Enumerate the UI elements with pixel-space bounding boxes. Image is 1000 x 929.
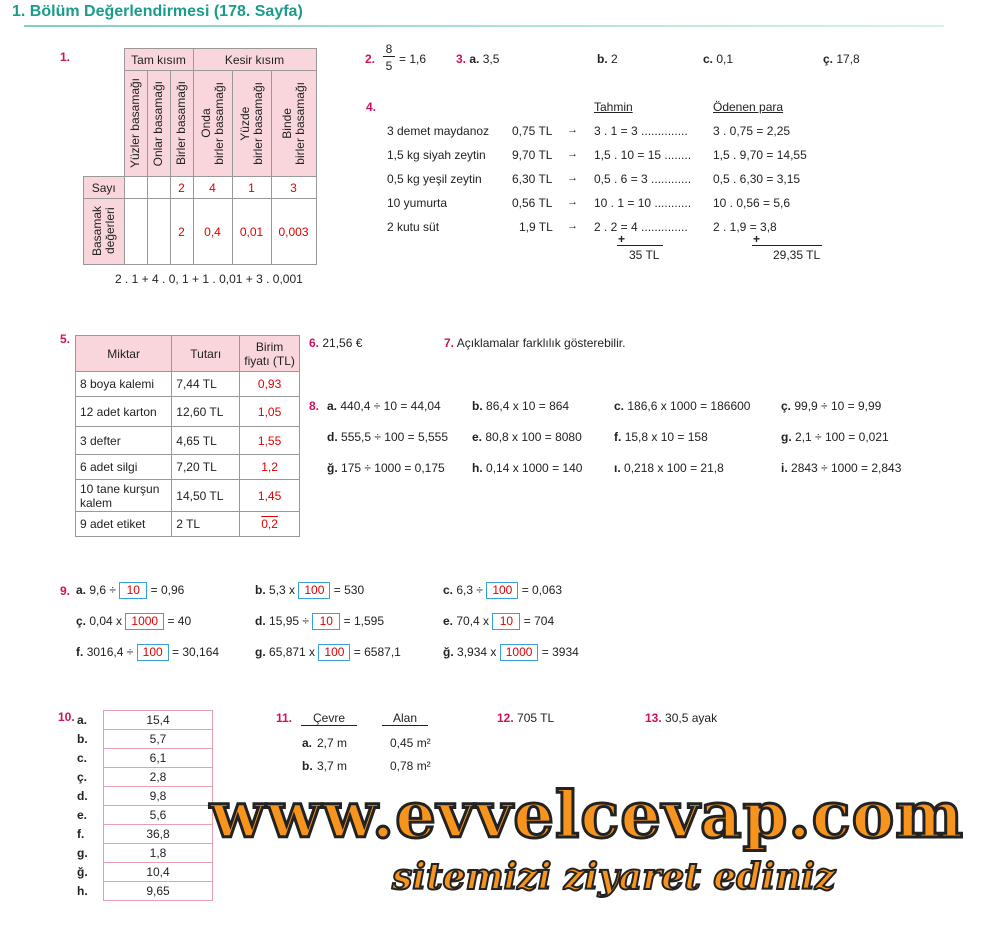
q4-price: 9,70 TL [512,148,553,162]
q9-result: = 0,96 [150,583,185,597]
q10-answer-list [77,710,213,901]
question-12-answer: 705 TL [517,711,555,725]
question-9-number: 9. [60,584,71,598]
q9-item [76,644,219,661]
q9-label: g. [255,645,266,659]
cell-miktar: 9 adet etiket [76,512,172,537]
q3-c [703,52,733,66]
cell-birim [240,512,300,537]
cell-tutar: 4,65 TL [172,427,240,455]
q8-label: ç. [781,399,792,413]
q8-answer: 555,5 ÷ 100 = 5,555 [341,430,449,444]
column-onlar: Onlar basamağı [151,80,165,167]
q8-item [327,399,441,413]
row-label-sayi: Sayı [84,177,125,199]
q9-label: a. [76,583,87,597]
q9-expression: 15,95 ÷ [269,614,309,628]
q4-plus-tahmin: + [618,232,626,246]
q9-result: = 30,164 [172,645,220,659]
q10-label: f. [77,827,85,841]
q8-item [781,461,901,475]
q8-answer: 2843 ÷ 1000 = 2,843 [791,461,902,475]
q4-odenen: 2 . 1,9 = 3,8 [713,220,777,234]
q4-header-tahmin: Tahmin [594,100,633,114]
question-7-answer: Açıklamalar farklılık gösterebilir. [456,336,626,350]
q10-value: 6,1 [104,749,213,768]
q8-answer: 2,1 ÷ 100 = 0,021 [795,430,889,444]
q9-label: ç. [76,614,87,628]
q4-tahmin: 1,5 . 10 = 15 ........ [594,148,692,162]
q8-answer: 0,14 x 1000 = 140 [486,461,583,475]
header-miktar: Miktar [76,336,172,372]
q4-item: 0,5 kg yeşil zeytin [387,172,482,186]
cell-sayi [124,177,147,199]
q10-value: 9,8 [104,787,213,806]
place-value-table [83,48,317,265]
q8-label: e. [472,430,483,444]
q3-answer-a: 3,5 [482,52,500,66]
q9-expression: 3,934 x [457,645,497,659]
q3-answer-c: 0,1 [716,52,734,66]
q3-label-cc: ç. [823,52,834,66]
fraction-result: = 1,6 [399,52,427,66]
q8-label: d. [327,430,338,444]
cell-sayi: 4 [193,177,232,199]
q4-header-odenen: Ödenen para [713,100,784,114]
q9-expression: 65,871 x [269,645,316,659]
cell-birim: 0,93 [240,372,300,397]
question-6-number: 6. [309,336,320,350]
q8-item [472,430,582,444]
q10-label: ğ. [77,865,88,879]
question-12-number: 12. [497,711,514,725]
cell-sayi: 2 [170,177,193,199]
row-label-basamak-degerleri: Basamak değerleri [89,206,117,257]
q3-answer-cc: 17,8 [836,52,860,66]
q8-label: i. [781,461,788,475]
q9-item [76,582,184,599]
q4-plus-odenen: + [753,232,761,246]
q3-cc [823,52,860,66]
q4-price: 6,30 TL [512,172,553,186]
cell-deger: 0,4 [193,199,232,265]
cell-sayi [147,177,170,199]
q4-item: 2 kutu süt [387,220,440,234]
q10-value: 10,4 [104,863,213,882]
q10-value: 2,8 [104,768,213,787]
q8-answer: 175 ÷ 1000 = 0,175 [341,461,445,475]
group-tam-kisim: Tam kısım [124,49,193,71]
q8-item [472,461,582,475]
q3-label-a: a. [469,52,480,66]
q9-answer-box: 100 [298,582,330,599]
q8-label: c. [614,399,625,413]
q9-item [255,613,384,630]
q8-item [781,430,889,444]
question-6 [309,336,362,350]
q10-label: a. [77,713,88,727]
q8-item [327,430,448,444]
q4-tahmin: 10 . 1 = 10 ........... [594,196,692,210]
group-kesir-kisim: Kesir kısım [193,49,316,71]
q9-result: = 530 [333,583,365,597]
q9-result: = 0,063 [521,583,563,597]
q8-label: ğ. [327,461,338,475]
q8-answer: 15,8 x 10 = 158 [624,430,708,444]
q9-label: ğ. [443,645,454,659]
q9-item [255,582,364,599]
q9-result: = 1,595 [343,614,385,628]
column-binde-birler: Binde birler basamağı [279,82,307,165]
q8-item [327,461,445,475]
cell-birim: 1,55 [240,427,300,455]
cell-sayi: 1 [232,177,271,199]
page-header [12,0,1000,30]
q11-label-b: b. [302,759,313,773]
q11-header-alan: Alan [382,711,428,726]
q9-answer-box: 100 [137,644,169,661]
q9-answer-box: 10 [492,613,520,630]
question-12 [497,711,554,725]
column-birler: Birler basamağı [174,81,188,166]
q9-answer-box: 10 [312,613,340,630]
q10-value: 5,7 [104,730,213,749]
cell-tutar: 7,20 TL [172,455,240,480]
q10-label: ç. [77,770,88,784]
q4-odenen: 1,5 . 9,70 = 14,55 [713,148,807,162]
q9-result: = 40 [167,614,192,628]
q9-expression: 3016,4 ÷ [86,645,134,659]
q9-expression: 9,6 ÷ [89,583,116,597]
column-yuzde-birler: Yüzde birler basamağı [237,82,265,165]
header-birim-fiyati: Birim fiyatı (TL) [240,336,300,372]
q9-item [255,644,401,661]
fraction-denominator: 5 [385,59,393,73]
q4-item: 3 demet maydanoz [387,124,490,138]
q11-alan-b: 0,78 m² [390,759,431,773]
cell-miktar: 12 adet karton [76,397,172,427]
q8-answer: 86,4 x 10 = 864 [486,399,570,413]
q9-result: = 6587,1 [353,645,401,659]
q10-label: e. [77,808,88,822]
q11-header-cevre: Çevre [301,711,357,726]
q10-label: d. [77,789,88,803]
question-3-number: 3. [456,52,467,66]
q8-item [614,461,724,475]
question-6-answer: 21,56 € [322,336,363,350]
q4-tahmin: 2 . 2 = 4 .............. [594,220,688,234]
column-onda-birler: Onda birler basamağı [198,82,226,165]
cell-tutar: 7,44 TL [172,372,240,397]
cell-miktar: 3 defter [76,427,172,455]
q9-expression: 70,4 x [456,614,490,628]
q9-label: f. [76,645,84,659]
q4-sum-line [752,245,822,246]
q3-answer-b: 2 [611,52,618,66]
q8-item [781,399,881,413]
q8-label: ı. [614,461,621,475]
question-7 [444,336,625,350]
question-13-number: 13. [645,711,662,725]
q10-value: 1,8 [104,844,213,863]
q9-answer-box: 100 [486,582,518,599]
cell-deger [147,199,170,265]
q8-label: h. [472,461,483,475]
q4-odenen: 3 . 0,75 = 2,25 [713,124,791,138]
question-1-number: 1. [60,50,71,64]
q10-label: b. [77,732,88,746]
header-divider [24,25,944,27]
q11-cevre-b: 3,7 m [317,759,348,773]
q8-answer: 440,4 ÷ 10 = 44,04 [340,399,441,413]
q8-answer: 80,8 x 100 = 8080 [485,430,582,444]
unit-price-table [75,335,300,537]
q9-item [443,644,579,661]
question-8-number: 8. [309,399,320,413]
q4-sum-line [617,245,663,246]
q4-odenen: 10 . 0,56 = 5,6 [713,196,791,210]
cell-tutar: 12,60 TL [172,397,240,427]
page-title: 1. Bölüm Değerlendirmesi (178. Sayfa) [12,3,303,20]
q4-tahmin: 3 . 1 = 3 .............. [594,124,688,138]
question-13 [645,711,717,725]
q9-item [76,613,191,630]
q8-answer: 186,6 x 1000 = 186600 [627,399,751,413]
cell-miktar: 10 tane kurşun kalem [76,480,172,512]
header-tutari: Tutarı [172,336,240,372]
q8-answer: 99,9 ÷ 10 = 9,99 [794,399,882,413]
q9-expression: 0,04 x [89,614,123,628]
cell-sayi: 3 [271,177,316,199]
q9-answer-box: 100 [318,644,350,661]
q11-cevre-a: 2,7 m [317,736,348,750]
q9-label: d. [255,614,266,628]
watermark-tagline: sitemizi ziyaret ediniz [392,856,836,898]
arrow-icon: → [567,220,578,232]
column-yuzler: Yüzler basamağı [128,78,142,169]
q4-total-odenen: 29,35 TL [773,248,821,262]
q8-item [614,430,708,444]
q9-answer-box: 10 [119,582,147,599]
cell-deger: 0,01 [232,199,271,265]
question-3 [456,52,499,66]
cell-deger: 0,003 [271,199,316,265]
q10-value: 5,6 [104,806,213,825]
cell-birim: 1,2 [240,455,300,480]
question-7-number: 7. [444,336,455,350]
q4-tahmin: 0,5 . 6 = 3 ............ [594,172,692,186]
q9-label: e. [443,614,454,628]
repeating-decimal: 0,2 [261,517,278,531]
question-2-number: 2. [365,52,376,66]
q4-item: 1,5 kg siyah zeytin [387,148,486,162]
cell-deger: 2 [170,199,193,265]
question-4-number: 4. [366,100,377,114]
q9-item [443,582,562,599]
q9-result: = 704 [523,614,555,628]
watermark-url: www.evvelcevap.com [210,778,964,853]
q11-alan-a: 0,45 m² [390,736,431,750]
q10-value: 36,8 [104,825,213,844]
question-10-number: 10. [58,710,75,724]
q9-expression: 6,3 ÷ [456,583,483,597]
q10-value: 9,65 [104,882,213,901]
q8-label: b. [472,399,483,413]
q11-label-a: a. [302,736,313,750]
q3-b [597,52,618,66]
q3-label-c: c. [703,52,714,66]
cell-miktar: 6 adet silgi [76,455,172,480]
q9-result: = 3934 [541,645,579,659]
q8-item [472,399,569,413]
q10-label: h. [77,884,88,898]
q9-label: b. [255,583,266,597]
q9-answer-box: 1000 [125,613,164,630]
cell-birim: 1,45 [240,480,300,512]
cell-tutar: 14,50 TL [172,480,240,512]
q4-item: 10 yumurta [387,196,448,210]
cell-miktar: 8 boya kalemi [76,372,172,397]
question-11-number: 11. [276,711,293,725]
q8-item [614,399,750,413]
q4-price: 0,56 TL [512,196,553,210]
fraction-numerator: 8 [383,42,395,57]
q9-expression: 5,3 x [269,583,296,597]
q4-total-tahmin: 35 TL [629,248,660,262]
place-value-formula: 2 . 1 + 4 . 0, 1 + 1 . 0,01 + 3 . 0,001 [115,272,303,286]
q8-label: g. [781,430,792,444]
q9-item [443,613,554,630]
question-5-number: 5. [60,332,71,346]
arrow-icon: → [567,148,578,160]
arrow-icon: → [567,196,578,208]
q10-label: c. [77,751,88,765]
q4-odenen: 0,5 . 6,30 = 3,15 [713,172,801,186]
q4-price: 0,75 TL [512,124,553,138]
cell-deger [124,199,147,265]
q9-answer-box: 1000 [500,644,539,661]
q10-value: 15,4 [104,711,213,730]
q4-price: 1,9 TL [519,220,553,234]
q8-answer: 0,218 x 100 = 21,8 [624,461,724,475]
arrow-icon: → [567,124,578,136]
q3-label-b: b. [597,52,608,66]
cell-tutar: 2 TL [172,512,240,537]
q8-label: f. [614,430,622,444]
q10-label: g. [77,846,88,860]
question-13-answer: 30,5 ayak [665,711,718,725]
q9-label: c. [443,583,454,597]
arrow-icon: → [567,172,578,184]
cell-birim: 1,05 [240,397,300,427]
q8-label: a. [327,399,338,413]
